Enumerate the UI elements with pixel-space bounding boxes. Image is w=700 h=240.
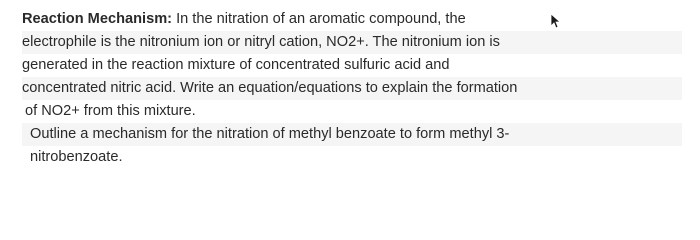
- question-line-4: [22, 77, 682, 100]
- question-heading: Reaction Mechanism:: [22, 11, 173, 27]
- mouse-cursor-icon: [550, 13, 560, 29]
- question-line-5-text: of NO2+ from this mixture.: [25, 103, 196, 119]
- question-line-3-text: generated in the reaction mixture of concentrated sulfuric acid and: [22, 57, 450, 73]
- question-line-2: [22, 31, 682, 54]
- question-line-6-text: Outline a mechanism for the nitration of methyl benzoate to form methyl 3-: [30, 126, 510, 142]
- question-line-7-text: nitrobenzoate.: [30, 149, 123, 165]
- question-line-1-text: In the nitration of an aromatic compound, the: [172, 11, 466, 27]
- question-line-5: [22, 100, 682, 123]
- question-line-2-text: electrophile is the nitronium ion or nitryl cation, NO2+. The nitronium ion is: [22, 34, 500, 50]
- question-line-6: [22, 123, 682, 146]
- question-line-7: [22, 146, 682, 169]
- question-line-4-text: concentrated nitric acid. Write an equation/equations to explain the formation: [22, 80, 518, 96]
- question-line-1: [22, 8, 682, 31]
- question-text: [22, 8, 682, 169]
- question-line-3: [22, 54, 682, 77]
